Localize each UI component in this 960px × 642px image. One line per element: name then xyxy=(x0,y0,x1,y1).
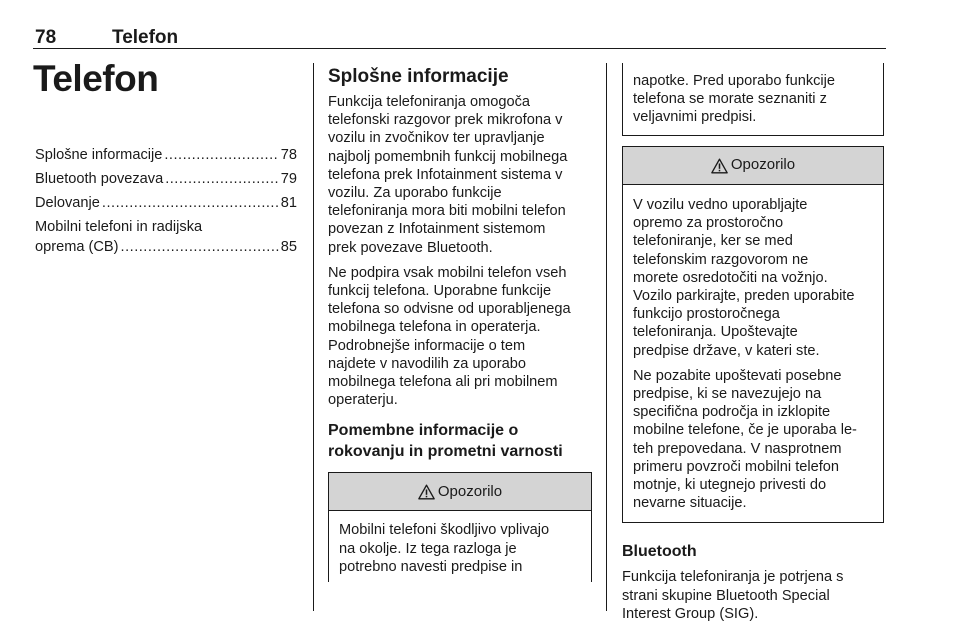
text-line: Ne podpira vsak mobilni telefon vseh xyxy=(328,264,567,281)
paragraph xyxy=(328,264,592,410)
text-line: telefonski razgovor prek mikrofona v xyxy=(328,112,563,129)
warning-header xyxy=(329,473,591,511)
warning-box xyxy=(622,146,884,523)
warning-header xyxy=(623,147,883,185)
text-line: V vozilu vedno uporabljajte xyxy=(633,197,808,213)
text-line: motnje, ki utegnejo privesti do xyxy=(633,477,827,494)
toc-line xyxy=(35,193,297,213)
text-line: opremo za prostoročno xyxy=(633,215,784,232)
toc-line xyxy=(35,217,297,237)
text-line: telefoniranja mora biti mobilni telefon xyxy=(328,203,566,220)
toc-entry[interactable] xyxy=(35,217,297,257)
text-line: vozilu in zvočnikov ter upravljanje xyxy=(328,130,545,147)
text-line: vozilu. Za uporabo funkcije xyxy=(328,185,502,202)
column-general-info xyxy=(328,65,592,582)
chapter-title: Telefon xyxy=(33,58,159,99)
warning-triangle-icon xyxy=(711,158,728,174)
toc-page-number: 81 xyxy=(280,195,297,211)
toc-title: Delovanje xyxy=(35,195,100,211)
toc-page-number: 79 xyxy=(280,171,297,187)
text-line: telefoniranja. Upoštevajte xyxy=(633,324,798,341)
text-line: telefona prek Infotainment sistema v xyxy=(328,166,563,183)
text-line: funkcij telefona. Uporabne funkcije xyxy=(328,283,552,300)
paragraph xyxy=(622,568,884,623)
text-line: mobilne telefone, če je uporaba le‐ xyxy=(633,422,857,439)
text-line: operaterju. xyxy=(328,392,398,409)
text-line: telefona se morate seznaniti z xyxy=(633,91,827,108)
text-line: mobilnega telefona in operaterja. xyxy=(328,319,541,336)
warning-box-continued xyxy=(622,63,884,136)
text-line: Interest Group (SIG). xyxy=(622,605,759,622)
text-line: predpise, ki se navezujejo na xyxy=(633,386,822,403)
toc-title: oprema (CB) xyxy=(35,239,119,255)
warning-triangle-icon xyxy=(418,484,435,500)
toc-title: Splošne informacije xyxy=(35,147,163,163)
toc-entry[interactable] xyxy=(35,169,297,189)
text-line: Vozilo parkirajte, preden uporabite xyxy=(633,288,855,305)
text-line: teh prepovedana. V nasprotnem xyxy=(633,440,842,457)
toc-line xyxy=(35,169,297,189)
toc-entry[interactable] xyxy=(35,145,297,165)
header-rule xyxy=(33,48,886,49)
toc-line xyxy=(35,237,297,257)
text-line: povezan z Infotainment sistemom xyxy=(328,221,546,238)
column-divider xyxy=(313,63,314,611)
page-number: 78 xyxy=(35,27,57,48)
column-continued xyxy=(622,63,884,623)
warning-text xyxy=(623,63,883,137)
bluetooth-heading: Bluetooth xyxy=(622,543,697,561)
section-heading: Splošne informacije xyxy=(328,66,509,87)
running-header: Telefon xyxy=(112,27,179,48)
warning-box xyxy=(328,472,592,582)
text-line: napotke. Pred uporabo funkcije xyxy=(633,73,836,89)
toc-entry[interactable] xyxy=(35,193,297,213)
toc-leader xyxy=(165,169,279,189)
text-line: telefoniranje, ker se med xyxy=(633,233,793,250)
text-line: Funkcija telefoniranja omogoča xyxy=(328,94,530,110)
text-line: strani skupine Bluetooth Special xyxy=(622,587,830,604)
text-line: primeru povzroči mobilni telefon xyxy=(633,458,840,475)
text-line: potrebno navesti predpise in xyxy=(339,558,523,575)
text-line: telefonskim razgovorom ne xyxy=(633,251,809,268)
toc-title: Mobilni telefoni in radijska xyxy=(35,219,203,235)
warning-text xyxy=(329,511,591,586)
subsection-heading xyxy=(328,420,592,462)
toc-leader xyxy=(121,237,279,257)
text-line: prek povezave Bluetooth. xyxy=(328,239,493,256)
text-line: Mobilni telefoni škodljivo vplivajo xyxy=(339,522,550,539)
text-line: mobilnega telefona ali pri mobilnem xyxy=(328,374,558,391)
paragraph xyxy=(633,196,873,360)
toc-title: Bluetooth povezava xyxy=(35,171,164,187)
paragraph xyxy=(633,367,873,513)
text-line: veljavnimi predpisi. xyxy=(633,109,757,126)
column-divider xyxy=(606,63,607,611)
text-line: rokovanju in prometni varnosti xyxy=(328,443,563,461)
text-line: Pomembne informacije o xyxy=(328,422,519,440)
text-line: specifična področja in izklopite xyxy=(633,404,831,421)
warning-text xyxy=(623,185,883,522)
toc-leader xyxy=(164,145,278,165)
text-line: funkcijo prostoročnega xyxy=(633,306,780,323)
text-line: najdete v navodilih za uporabo xyxy=(328,355,526,372)
text-line: morete osredotočiti na vožnjo. xyxy=(633,269,828,286)
paragraph xyxy=(328,93,592,257)
text-line: na okolje. Iz tega razloga je xyxy=(339,540,517,557)
toc-line xyxy=(35,145,297,165)
table-of-contents xyxy=(35,145,297,261)
toc-page-number: 85 xyxy=(280,239,297,255)
warning-label: Opozorilo xyxy=(437,482,503,500)
text-line: najbolj pomembnih funkcij mobilnega xyxy=(328,148,568,165)
text-line: predpise države, v kateri ste. xyxy=(633,342,820,359)
text-line: Funkcija telefoniranja je potrjena s xyxy=(622,569,844,586)
toc-page-number: 78 xyxy=(280,147,297,163)
warning-label: Opozorilo xyxy=(730,156,796,174)
text-line: telefona so odvisne od uporabljenega xyxy=(328,301,571,318)
text-line: nevarne situacije. xyxy=(633,495,747,512)
text-line: Podrobnejše informacije o tem xyxy=(328,337,526,354)
toc-leader xyxy=(102,193,279,213)
text-line: Ne pozabite upoštevati posebne xyxy=(633,367,842,384)
